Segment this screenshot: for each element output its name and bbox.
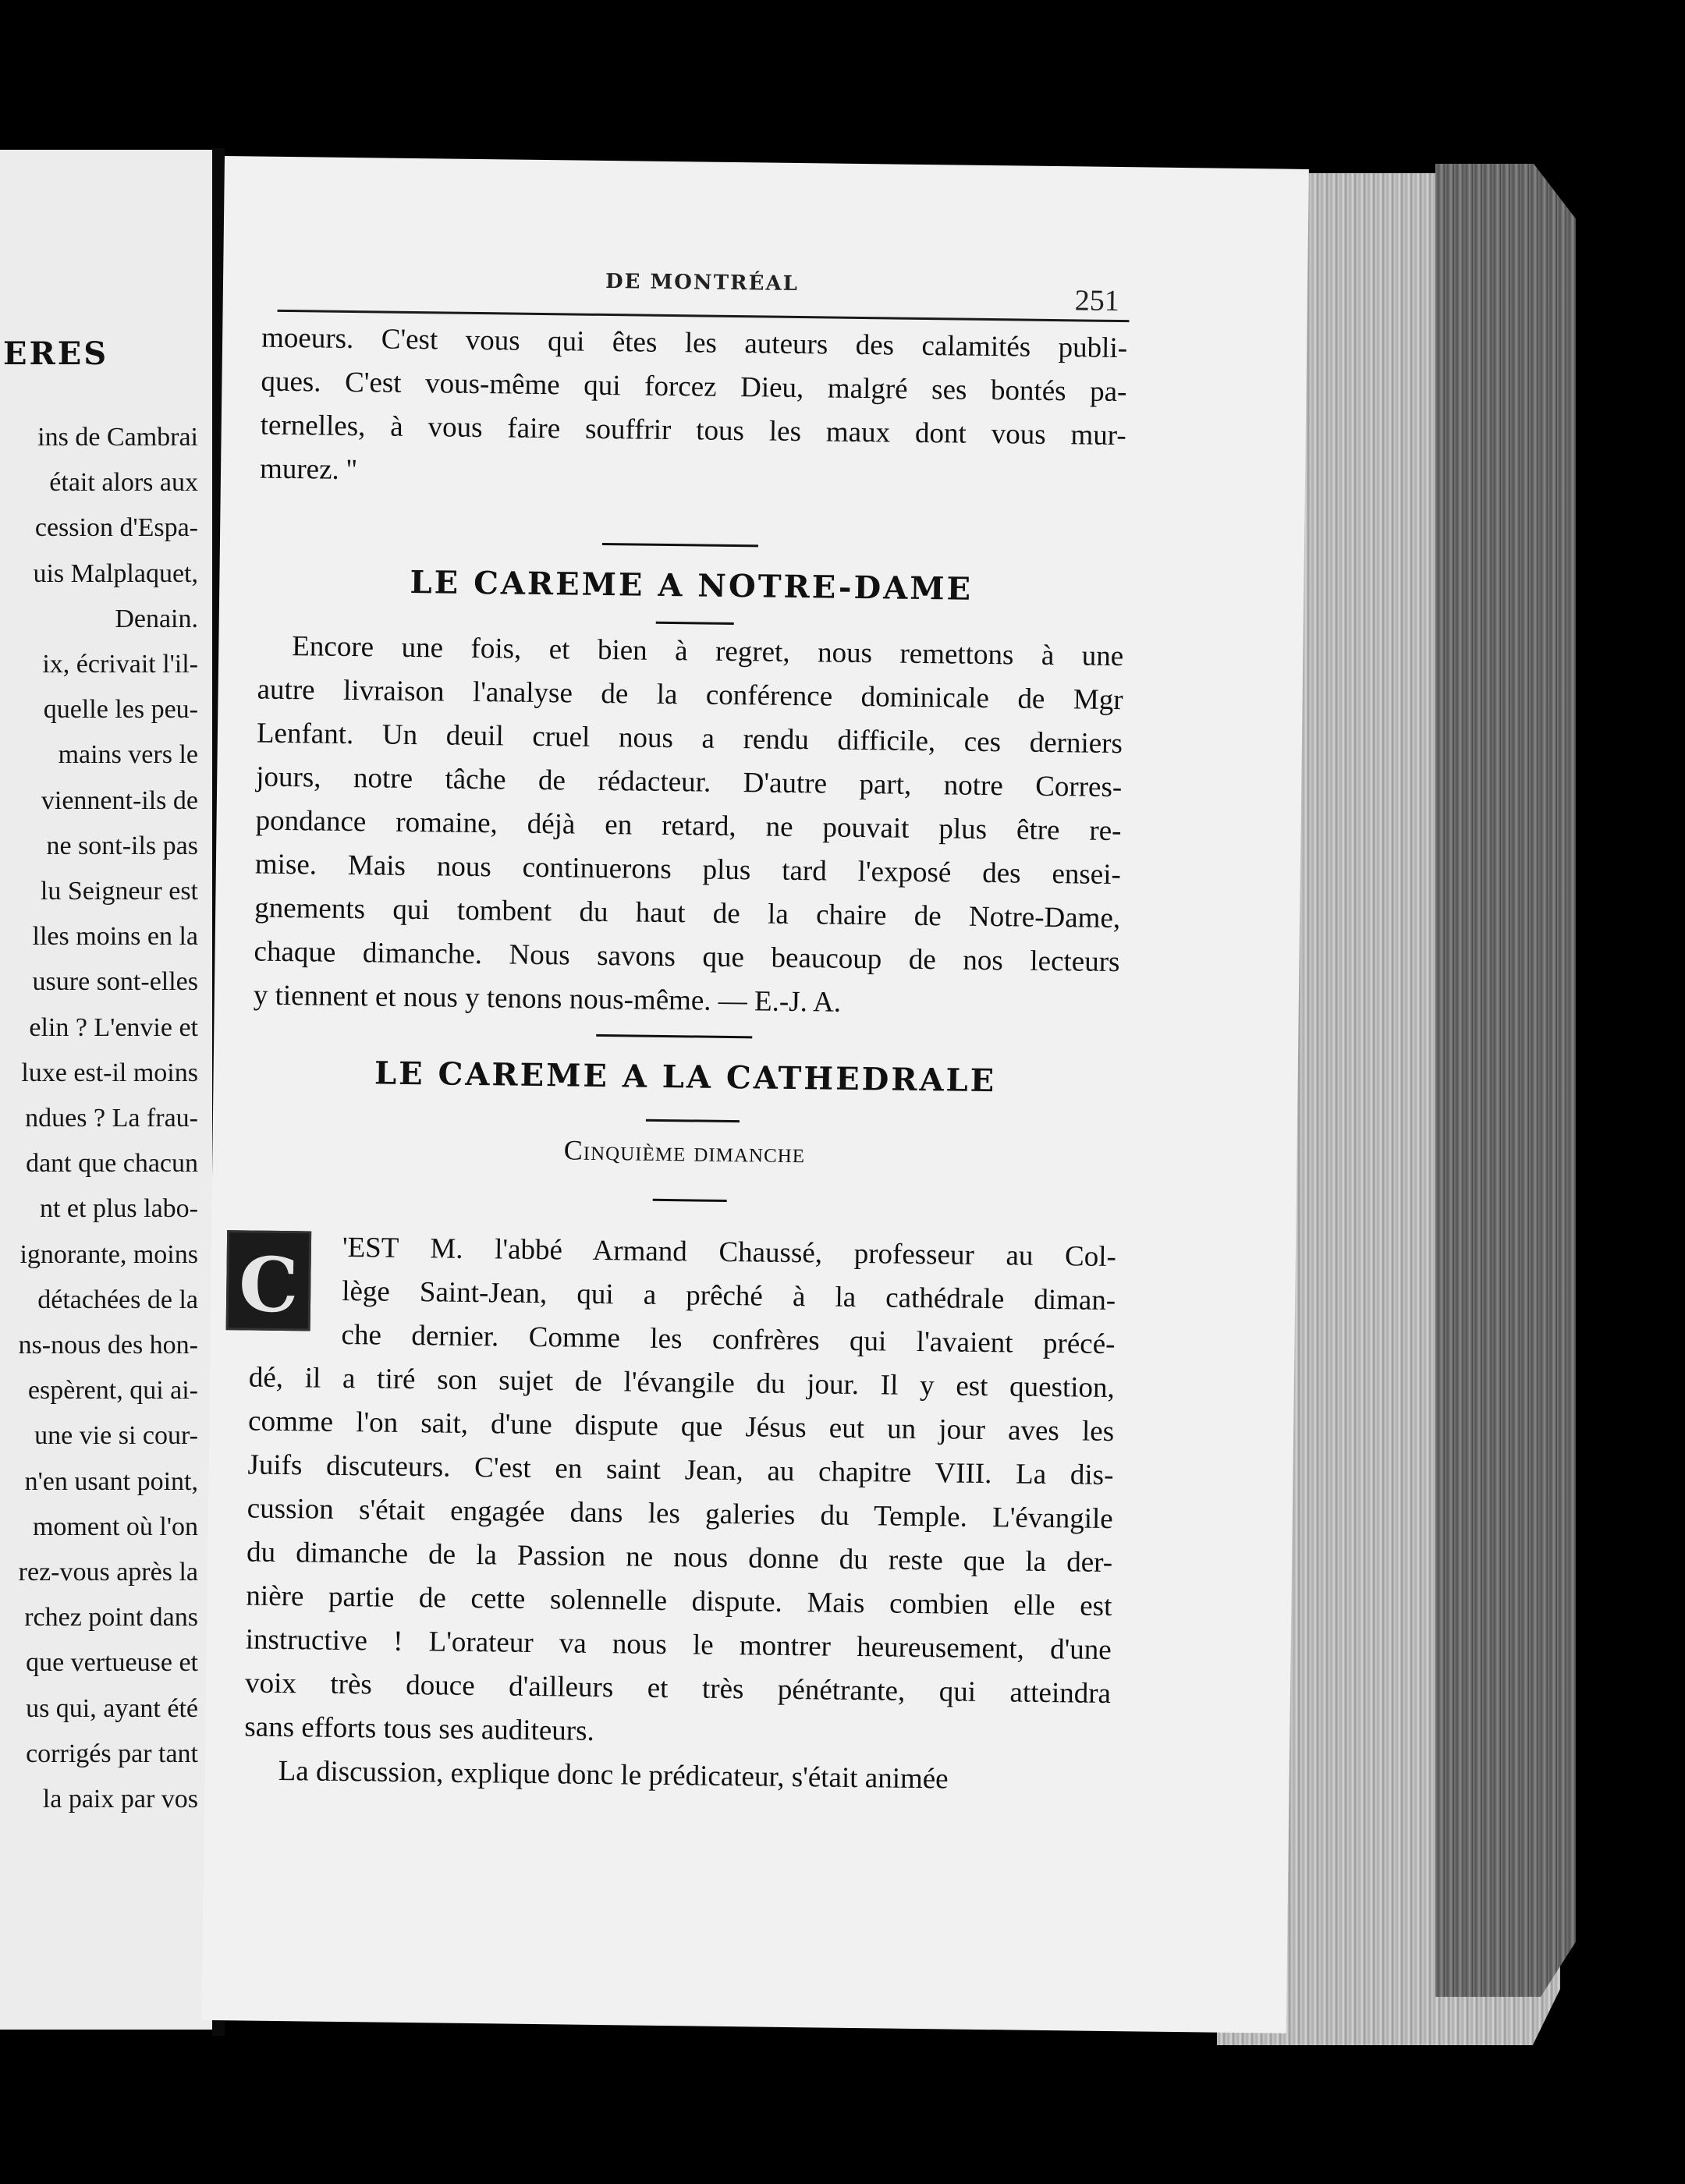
text-line: Juifs discuteurs. C'est en saint Jean, au chapitre VIII. La dis- <box>247 1448 1114 1492</box>
text-line: instructive ! L'orateur va nous le montrer heureusement, d'une <box>245 1623 1112 1667</box>
text-line: sans efforts tous ses auditeurs. <box>244 1711 595 1747</box>
left-text-line: ins de Cambrai <box>37 423 198 452</box>
section-title-notre-dame: LE CAREME A NOTRE-DAME <box>410 563 974 608</box>
text-line: voix très douce d'ailleurs et très pénétrante, qui atteindra <box>244 1667 1112 1711</box>
left-text-line: cession d'Espa- <box>34 513 198 543</box>
text-line: Lenfant. Un deuil cruel nous a rendu difficile, ces derniers <box>256 717 1123 760</box>
text-line: ternelles, à vous faire souffrir tous les maux dont vous mur- <box>260 409 1126 452</box>
left-page-heading: ERES <box>3 335 109 372</box>
text-line: cussion s'était engagée dans les galeries du Temple. L'évangile <box>247 1492 1113 1536</box>
page-number: 251 <box>1074 284 1120 318</box>
left-text-line: que vertueuse et <box>26 1648 198 1678</box>
section-divider <box>596 1034 752 1038</box>
notre-dame-paragraph <box>254 625 1124 1029</box>
section-subtitle: Cinquième dimanche <box>563 1134 806 1169</box>
left-text-line: nt et plus labo- <box>39 1194 198 1224</box>
left-text-line: uis Malplaquet, <box>33 558 198 588</box>
text-line: 'EST M. l'abbé Armand Chaussé, professeur au Col- <box>342 1231 1117 1274</box>
text-line: nière partie de cette solennelle dispute. Mais combien elle est <box>246 1580 1112 1623</box>
left-text-line: ndues ? La frau- <box>25 1104 198 1133</box>
page-edges-shadow <box>1435 164 1576 1997</box>
dropcap-letter: C <box>238 1240 300 1330</box>
text-line: y tiennent et nous y tenons nous-même. — E.-J. A. <box>253 979 842 1019</box>
left-text-line: était alors aux <box>49 468 198 498</box>
left-text-line: ix, écrivait l'il- <box>42 650 198 679</box>
opening-paragraph <box>260 317 1128 502</box>
left-text-line: la paix par vos <box>42 1785 198 1814</box>
left-text-line: détachées de la <box>37 1285 198 1314</box>
left-text-line: Denain. <box>115 604 198 633</box>
text-line: che dernier. Comme les confrères qui l'avaient précé- <box>341 1318 1116 1361</box>
text-line: autre livraison l'analyse de la conférence dominicale de Mgr <box>257 673 1123 717</box>
left-text-line: ignorante, moins <box>20 1239 198 1269</box>
left-text-line: ne sont-ils pas <box>46 831 198 860</box>
text-line: moeurs. C'est vous qui êtes les auteurs des calamités publi- <box>261 321 1128 365</box>
left-text-line: dant que chacun <box>26 1149 198 1179</box>
left-text-line: mains vers le <box>58 740 198 770</box>
text-line: mise. Mais nous continuerons plus tard l'exposé des ensei- <box>254 848 1122 892</box>
left-text-line: luxe est-il moins <box>21 1058 198 1087</box>
text-line: ques. C'est vous-même qui forcez Dieu, malgré ses bontés pa- <box>261 365 1127 409</box>
text-line: murez. '' <box>259 452 357 487</box>
running-head: DE MONTRÉAL <box>605 269 800 296</box>
left-text-line: ns-nous des hon- <box>18 1331 198 1360</box>
left-text-line: n'en usant point, <box>24 1466 198 1496</box>
section-divider <box>602 543 758 547</box>
left-text-line: une vie si cour- <box>34 1421 198 1451</box>
left-page-text <box>19 415 198 1822</box>
left-text-line: usure sont-elles <box>32 967 198 997</box>
text-line: gnements qui tombent du haut de la chaire de Notre-Dame, <box>254 892 1121 935</box>
text-line: comme l'on sait, d'une dispute que Jésus eut un jour aves les <box>247 1405 1115 1448</box>
left-text-line: rez-vous après la <box>18 1558 198 1587</box>
left-text-line: moment où l'on <box>32 1512 198 1541</box>
text-line: du dimanche de la Passion ne nous donne du reste que la der- <box>246 1536 1113 1580</box>
text-line: dé, il a tiré son sujet de l'évangile du jour. Il y est question, <box>248 1361 1116 1405</box>
text-line: pondance romaine, déjà en retard, ne pouvait plus être re- <box>255 804 1122 848</box>
text-line: Encore une fois, et bien à regret, nous remettons à une <box>292 630 1124 673</box>
left-page-fragment <box>0 150 212 2030</box>
left-text-line: rchez point dans <box>24 1603 198 1633</box>
subtitle-underline <box>653 1199 727 1202</box>
left-text-line: viennent-ils de <box>41 785 198 815</box>
left-text-line: corrigés par tant <box>26 1739 198 1768</box>
left-text-line: lles moins en la <box>32 922 198 952</box>
left-text-line: elin ? L'envie et <box>29 1012 198 1042</box>
text-line: lège Saint-Jean, qui a prêché à la cathédrale diman- <box>341 1275 1116 1317</box>
section-title-cathedrale: LE CAREME A LA CATHEDRALE <box>374 1055 997 1100</box>
left-text-line: lu Seigneur est <box>40 877 198 906</box>
title-underline <box>656 622 734 625</box>
text-line: chaque dimanche. Nous savons que beaucoup de nos lecteurs <box>254 935 1120 979</box>
left-text-line: quelle les peu- <box>43 695 198 725</box>
left-text-line: espèrent, qui ai- <box>27 1376 198 1406</box>
text-line: La discussion, explique donc le prédicateur, s'était animée <box>278 1754 949 1796</box>
text-line: jours, notre tâche de rédacteur. D'autre part, notre Corres- <box>256 760 1123 804</box>
right-page <box>202 156 1309 2033</box>
left-text-line: us qui, ayant été <box>26 1693 198 1723</box>
title-underline <box>646 1119 740 1122</box>
cathedrale-paragraph <box>243 1225 1116 1804</box>
